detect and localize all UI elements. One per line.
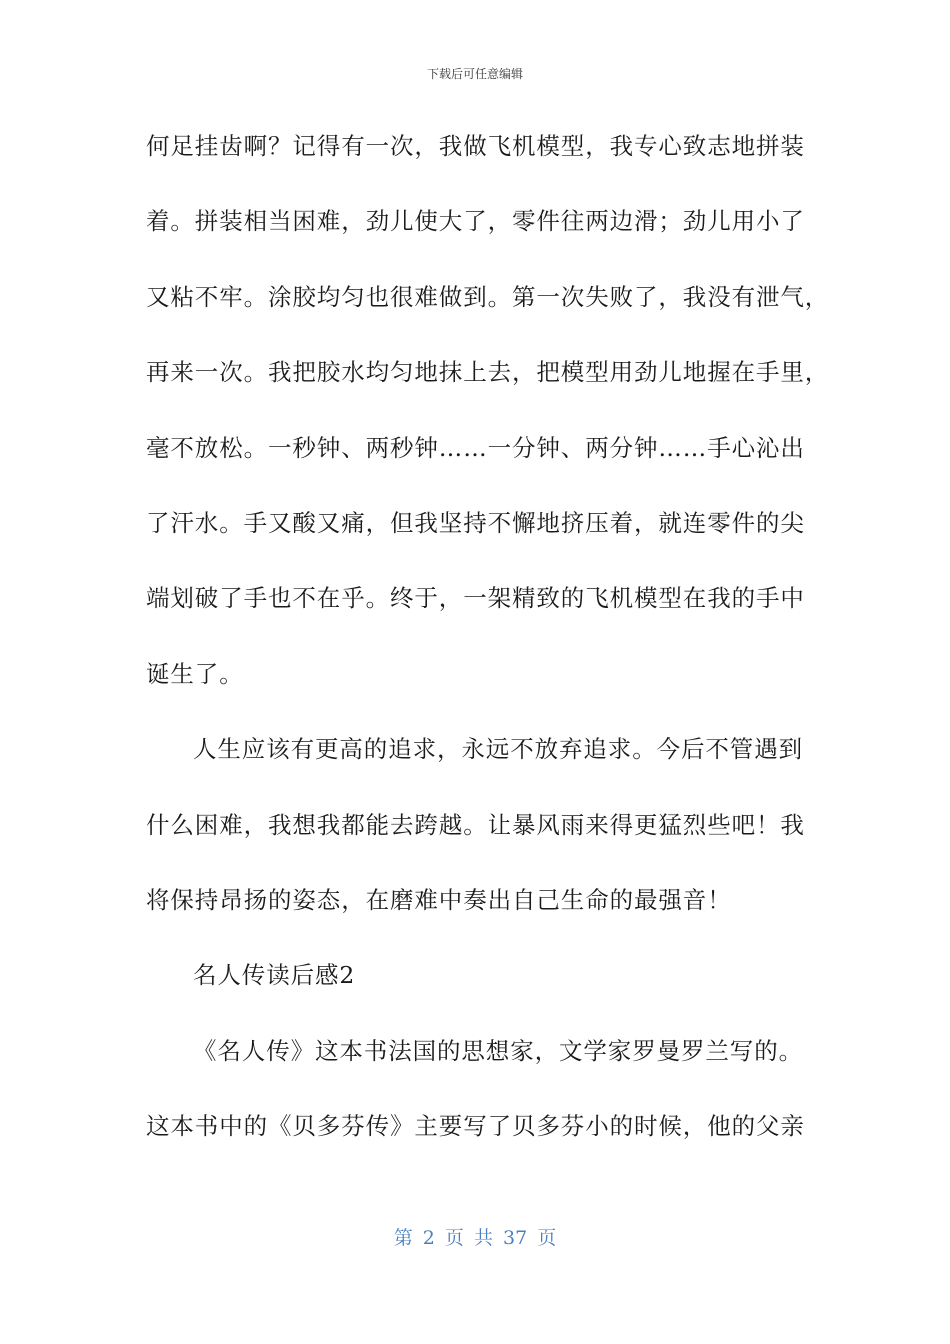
document-body [146, 120, 830, 1175]
text-line: 毫不放松。一秒钟、两秒钟……一分钟、两分钟……手心沁出 [146, 433, 805, 462]
page-header: 下载后可任意编辑 [426, 67, 523, 81]
text-line: 这本书中的《贝多芬传》主要写了贝多芬小的时候，他的父亲 [146, 1112, 805, 1141]
text-line: 着。拼装相当困难，劲儿使大了，零件往两边滑；劲儿用小了 [146, 207, 805, 236]
section-title: 名人传读后感2 [193, 961, 356, 990]
paragraph-start-line: 《名人传》这本书法国的思想家，文学家罗曼罗兰写的。 [193, 1036, 803, 1065]
text-line: 端划破了手也不在乎。终于，一架精致的飞机模型在我的手中 [146, 584, 805, 613]
page-footer: 第 2 页 共 37 页 [393, 1227, 557, 1249]
text-line: 何足挂齿啊？记得有一次，我做飞机模型，我专心致志地拼装 [146, 132, 805, 160]
text-line: 了汗水。手又酸又痛，但我坚持不懈地挤压着，就连零件的尖 [146, 508, 805, 537]
text-line: 将保持昂扬的姿态，在磨难中奏出自己生命的最强音！ [146, 885, 732, 914]
text-line: 又粘不牢。涂胶均匀也很难做到。第一次失败了，我没有泄气， [146, 282, 830, 311]
text-line: 再来一次。我把胶水均匀地抹上去，把模型用劲儿地握在手里， [146, 358, 830, 387]
text-line: 诞生了。 [146, 659, 244, 688]
paragraph-start-line: 人生应该有更高的追求，永远不放弃追求。今后不管遇到 [193, 735, 803, 764]
text-line: 什么困难，我想我都能去跨越。让暴风雨来得更猛烈些吧！我 [146, 810, 805, 839]
